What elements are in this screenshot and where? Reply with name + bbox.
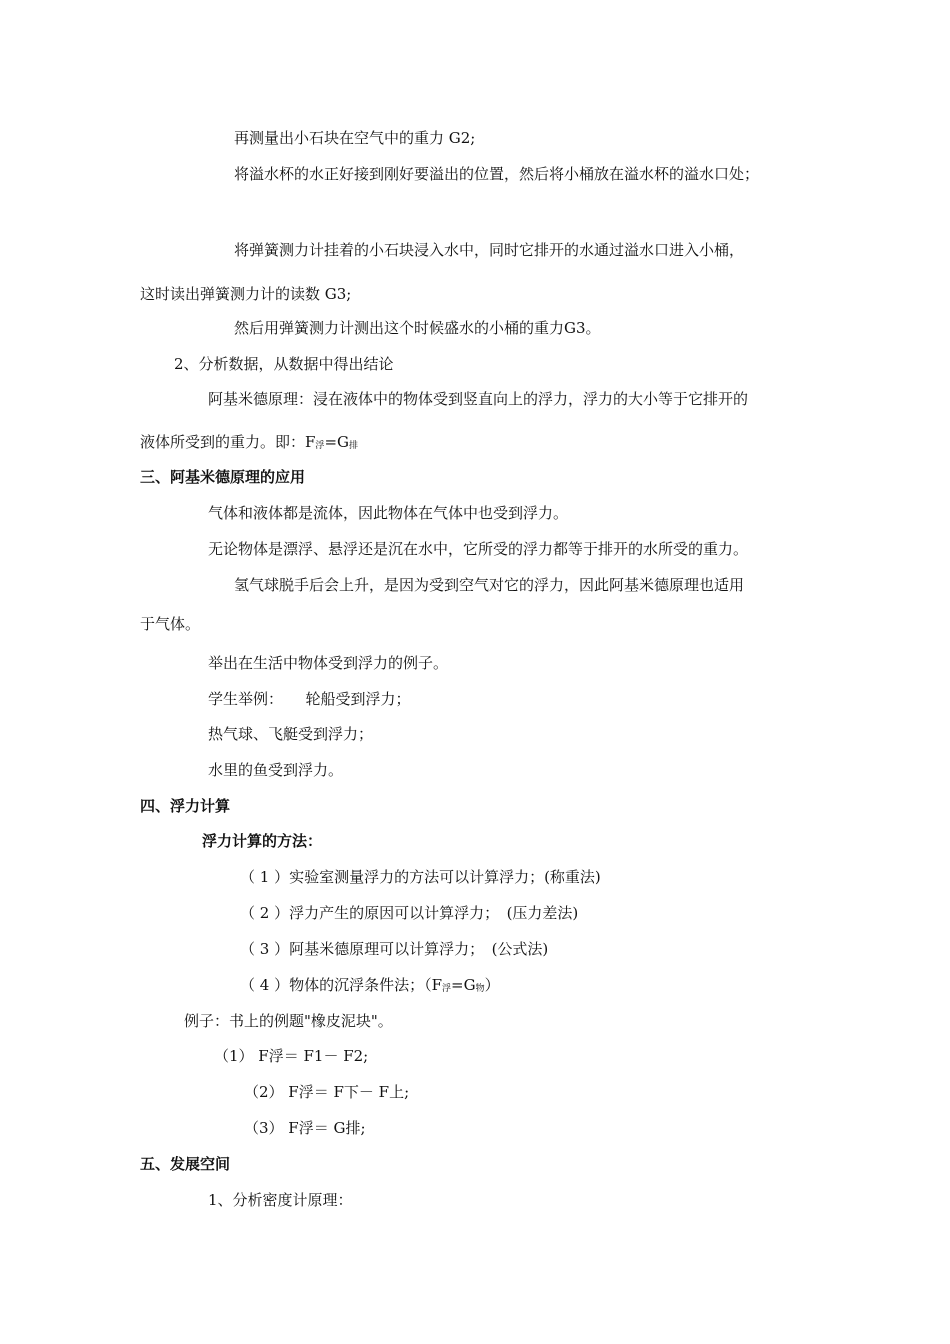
formula-line: （3） F浮＝ G排; [244,1119,366,1137]
list-item: （ 2 ）浮力产生的原因可以计算浮力； (压力差法) [240,904,579,922]
paragraph-line: 然后用弹簧测力计测出这个时候盛水的小桶的重力G3。 [234,319,601,337]
paragraph-line: 再测量出小石块在空气中的重力 G2; [234,129,476,147]
text: （ 4 ）物体的沉浮条件法；（F [240,976,442,994]
list-item: （ 1 ）实验室测量浮力的方法可以计算浮力；(称重法) [240,868,601,886]
subscript: 物 [475,984,485,994]
paragraph-line: 将弹簧测力计挂着的小石块浸入水中，同时它排开的水通过溢水口进入小桶， [234,241,745,259]
paragraph-line: 无论物体是漂浮、悬浮还是沉在水中，它所受的浮力都等于排开的水所受的重力。 [208,540,749,558]
text: =G [451,976,476,994]
paragraph-line: 举出在生活中物体受到浮力的例子。 [208,654,449,672]
subscript: 浮 [315,441,325,451]
subscript: 排 [349,441,359,451]
paragraph-line: 热气球、飞艇受到浮力； [208,725,374,743]
paragraph-line: 2、分析数据，从数据中得出结论 [174,355,394,373]
paragraph-line: 例子：书上的例题"橡皮泥块"。 [184,1012,393,1030]
section-heading: 三、阿基米德原理的应用 [140,468,306,486]
paragraph-line: 将溢水杯的水正好接到刚好要溢出的位置，然后将小桶放在溢水杯的溢水口处； [234,165,760,183]
list-item: （ 3 ）阿基米德原理可以计算浮力； (公式法) [240,940,549,958]
section-heading: 五、发展空间 [140,1155,231,1173]
paragraph-line: 于气体。 [140,615,201,633]
text: 液体所受到的重力。即：F [140,433,316,451]
formula-line: （1） F浮＝ F1－ F2; [214,1047,369,1065]
subheading: 浮力计算的方法： [202,832,323,850]
text: =G [324,433,349,451]
formula-line [140,432,358,456]
paragraph-line: 阿基米德原理：浸在液体中的物体受到竖直向上的浮力，浮力的大小等于它排开的 [208,390,749,408]
paragraph-line: 这时读出弹簧测力计的读数 G3; [140,285,352,303]
paragraph-line: 气体和液体都是流体，因此物体在气体中也受到浮力。 [208,504,569,522]
paragraph-line: 学生举例： 轮船受到浮力； [208,690,411,708]
list-item [240,975,500,999]
paragraph-line: 氢气球脱手后会上升，是因为受到空气对它的浮力，因此阿基米德原理也适用 [234,576,745,594]
formula-line: （2） F浮＝ F下－ F上; [244,1083,410,1101]
paragraph-line: 1、分析密度计原理： [208,1191,353,1209]
paragraph-line: 水里的鱼受到浮力。 [208,761,344,779]
subscript: 浮 [442,984,452,994]
section-heading: 四、浮力计算 [140,797,231,815]
text: ） [484,976,500,994]
